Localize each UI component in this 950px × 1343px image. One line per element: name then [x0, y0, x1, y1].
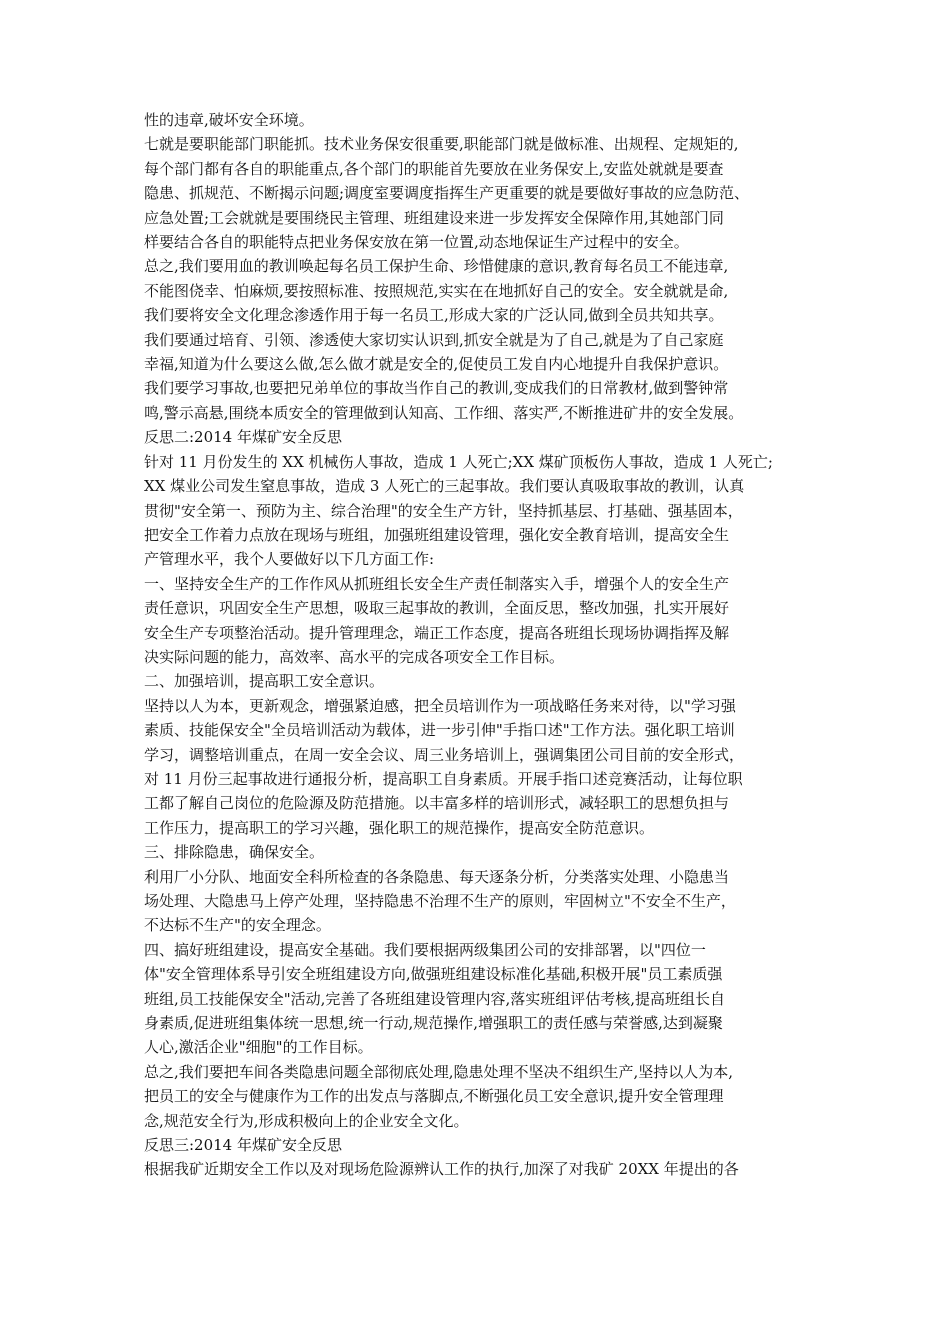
text-line: 隐患、抓规范、不断揭示问题;调度室要调度指挥生产更重要的就是要做好事故的应急防范、 [144, 184, 750, 203]
text-line: 学习，调整培训重点，在周一安全会议、周三业务培训上，强调集团公司目前的安全形式， [144, 745, 745, 764]
text-line: 人心,激活企业"细胞"的工作目标。 [144, 1038, 373, 1057]
text-line: 责任意识，巩固安全生产思想，吸取三起事故的教训，全面反思，整改加强，扎实开展好 [144, 599, 730, 618]
text-line: 利用厂小分队、地面安全科所检查的各条隐患、每天逐条分析，分类落实处理、小隐患当 [144, 867, 730, 886]
text-line: 性的违章,破坏安全环境。 [144, 111, 314, 129]
text-line: 应急处置;工会就就是要围绕民主管理、班组建设来进一步发挥安全保障作用,其她部门同 [144, 208, 724, 227]
text-line: 安全生产专项整治活动。提升管理理念，端正工作态度，提高各班组长现场协调指挥及解 [144, 623, 730, 642]
text-line: 我们要通过培育、引领、渗透使大家切实认识到,抓安全就是为了自己,就是为了自己家庭 [144, 330, 724, 349]
text-line: XX 煤业公司发生窒息事故，造成 3 人死亡的三起事故。我们要认真吸取事故的教训，认真 [144, 477, 745, 496]
text-line: 一、坚持安全生产的工作作风从抓班组长安全生产责任制落实入手，增强个人的安全生产 [144, 574, 730, 593]
section-heading: 反思二:2014 年煤矿安全反思 [144, 428, 342, 447]
text-line: 七就是要职能部门职能抓。技术业务保安很重要,职能部门就是做标准、出规程、定规矩的, [144, 135, 739, 154]
text-line: 每个部门都有各自的职能重点,各个部门的职能首先要放在业务保安上,安监处就就是要查 [144, 159, 724, 178]
text-line: 总之,我们要把车间各类隐患问题全部彻底处理,隐患处理不坚决不组织生产,坚持以人为本, [144, 1062, 734, 1081]
text-line: 我们要将安全文化理念渗透作用于每一名员工,形成大家的广泛认同,做到全员共知共享。 [144, 306, 724, 325]
text-line: 总之,我们要用血的教训唤起每名员工保护生命、珍惜健康的意识,教育每名员工不能违章, [144, 257, 729, 276]
text-line: 身素质,促进班组集体统一思想,统一行动,规范操作,增强职工的责任感与荣誉感,达到凝聚 [144, 1014, 723, 1033]
text-line: 不达标不生产"的安全理念。 [144, 916, 331, 935]
section-heading: 反思三:2014 年煤矿安全反思 [144, 1136, 342, 1155]
text-line: 贯彻"安全第一、预防为主、综合治理"的安全生产方针，坚持抓基层、打基础、强基固本， [144, 501, 743, 520]
text-line: 决实际问题的能力，高效率、高水平的完成各项安全工作目标。 [144, 647, 565, 666]
text-line: 产管理水平，我个人要做好以下几方面工作: [144, 550, 435, 569]
text-line: 对 11 月份三起事故进行通报分析，提高职工自身素质。开展手指口述竞赛活动，让每位职 [144, 769, 743, 788]
text-line: 班组,员工技能保安全"活动,完善了各班组建设管理内容,落实班组评估考核,提高班组长自 [144, 989, 725, 1008]
text-line: 三、排除隐患，确保安全。 [144, 843, 325, 862]
text-line: 坚持以人为本，更新观念，增强紧迫感，把全员培训作为一项战略任务来对待，以"学习强 [144, 696, 736, 715]
text-line: 把员工的安全与健康作为工作的出发点与落脚点,不断强化员工安全意识,提升安全管理理 [144, 1087, 724, 1106]
text-line: 四、搞好班组建设，提高安全基础。我们要根据两级集团公司的安排部署，以"四位一 [144, 940, 706, 959]
text-line: 工都了解自己岗位的危险源及防范措施。以丰富多样的培训形式，减轻职工的思想负担与 [144, 794, 730, 813]
text-line: 根据我矿近期安全工作以及对现场危险源辨认工作的执行,加深了对我矿 20XX 年提出的各 [144, 1160, 739, 1179]
text-line: 样要结合各自的职能特点把业务保安放在第一位置,动态地保证生产过程中的安全。 [144, 233, 689, 252]
text-line: 工作压力，提高职工的学习兴趣，强化职工的规范操作，提高安全防范意识。 [144, 818, 655, 837]
text-line: 念,规范安全行为,形成积极向上的企业安全文化。 [144, 1111, 469, 1130]
text-line: 体"安全管理体系导引安全班组建设方向,做强班组建设标准化基础,积极开展"员工素质强 [144, 965, 723, 984]
text-line: 针对 11 月份发生的 XX 机械伤人事故，造成 1 人死亡;XX 煤矿顶板伤人事故，造成 1 人死亡; [144, 452, 773, 471]
text-line: 幸福,知道为什么要这么做,怎么做才就是安全的,促使员工发自内心地提升自我保护意识。 [144, 355, 729, 374]
document-body [144, 108, 824, 1182]
text-line: 二、加强培训，提高职工安全意识。 [144, 672, 385, 691]
text-line: 素质、技能保安全"全员培训活动为载体，进一步引伸"手指口述"工作方法。强化职工培训 [144, 721, 735, 740]
text-line: 把安全工作着力点放在现场与班组，加强班组建设管理，强化安全教育培训，提高安全生 [144, 525, 730, 544]
text-line: 鸣,警示高悬,围绕本质安全的管理做到认知高、工作细、落实严,不断推进矿井的安全发展。 [144, 403, 744, 422]
text-line: 不能图侥幸、怕麻烦,要按照标准、按照规范,实实在在地抓好自己的安全。安全就就是命, [144, 281, 729, 300]
text-line: 我们要学习事故,也要把兄弟单位的事故当作自己的教训,变成我们的日常教材,做到警钟常 [144, 379, 729, 398]
text-line: 场处理、大隐患马上停产处理，坚持隐患不治理不生产的原则，牢固树立"不安全不生产， [144, 892, 736, 910]
